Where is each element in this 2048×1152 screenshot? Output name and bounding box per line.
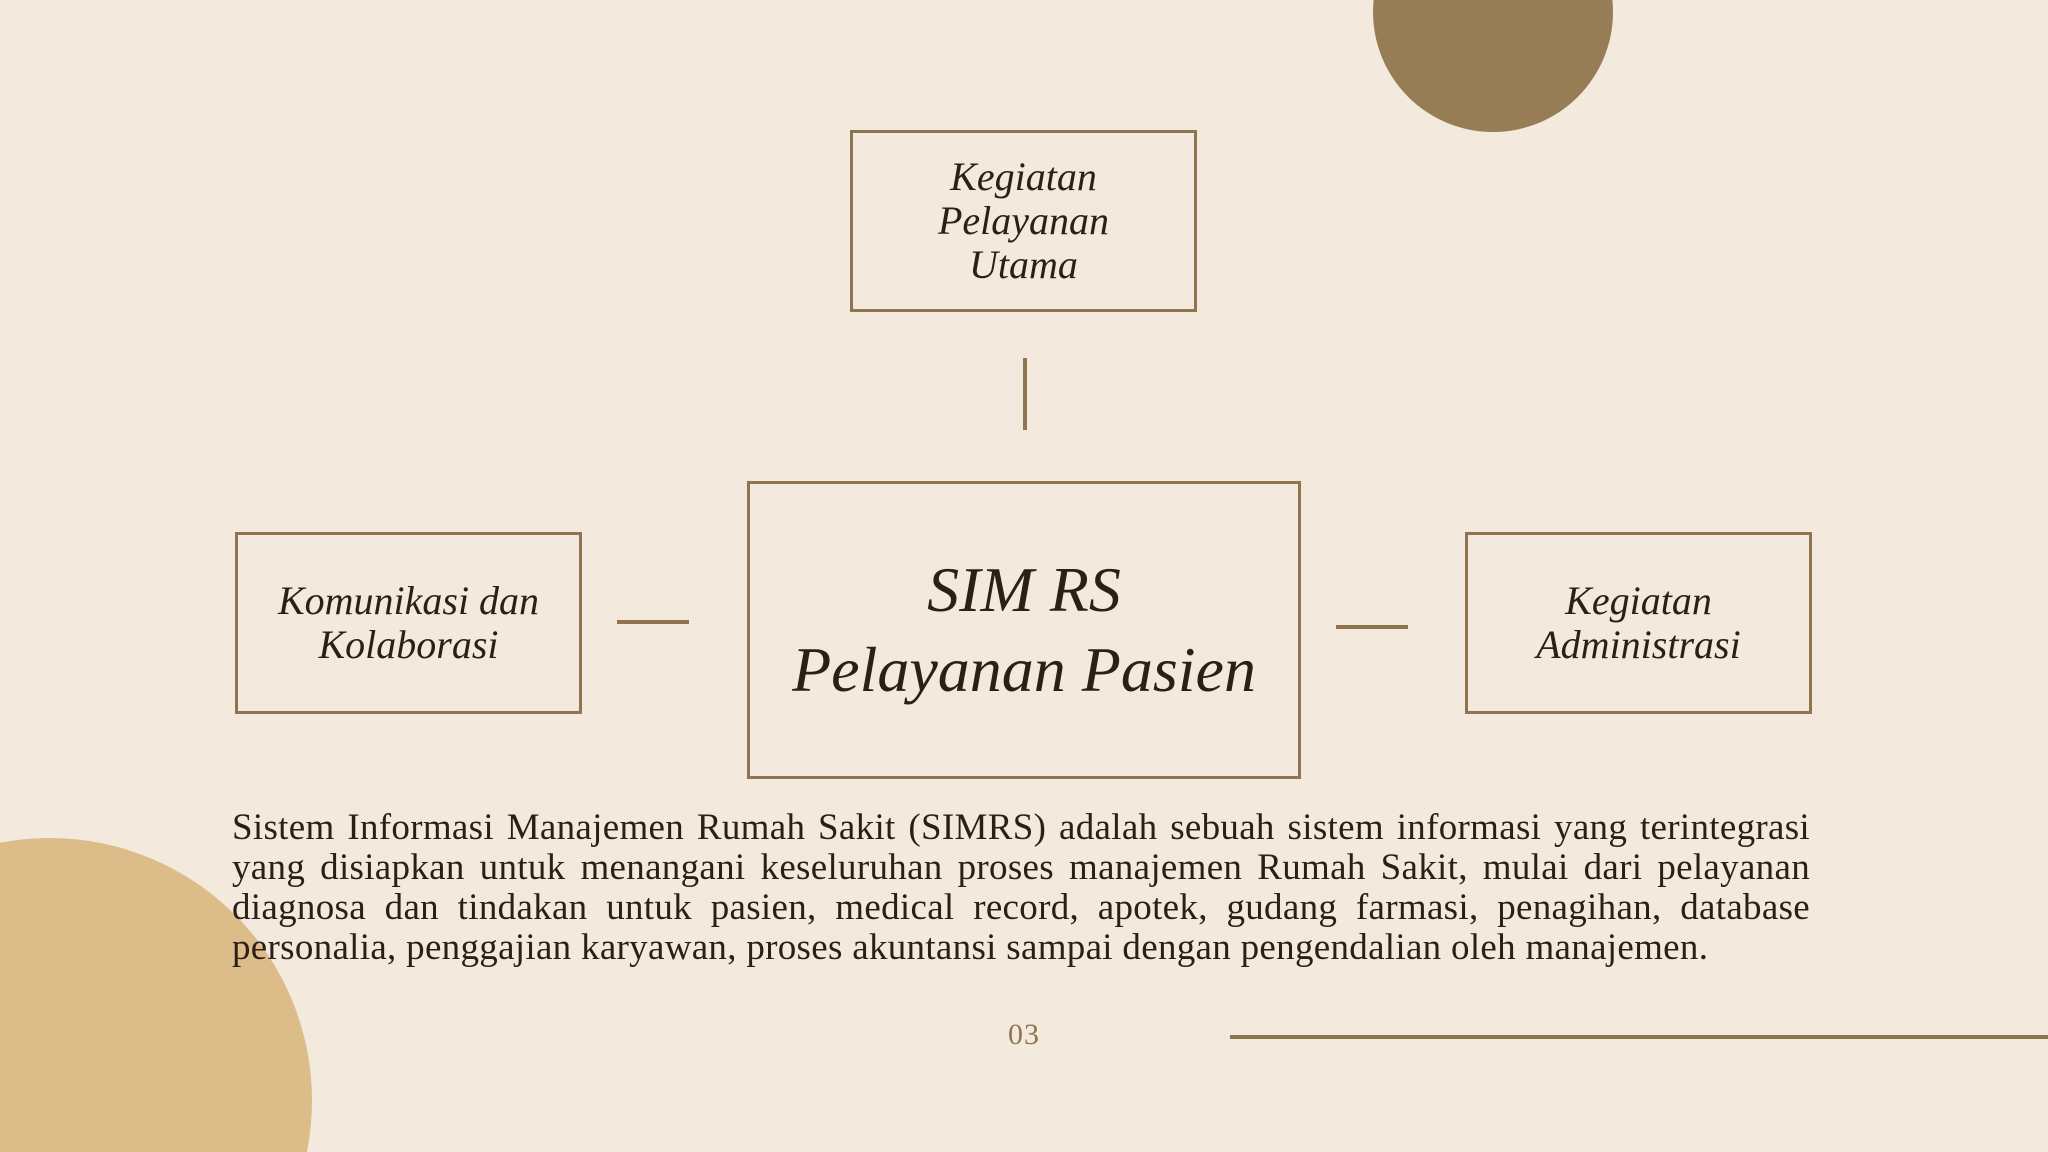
connector-left <box>617 620 689 624</box>
connector-top <box>1023 358 1027 430</box>
node-kegiatan-pelayanan-utama <box>850 130 1197 312</box>
node-label: Komunikasi dan Kolaborasi <box>277 578 540 667</box>
connector-right <box>1336 625 1408 629</box>
page-number: 03 <box>1008 1018 1040 1051</box>
node-label: Kegiatan Pelayanan Utama <box>937 154 1110 287</box>
node-label: SIM RS Pelayanan Pasien <box>792 554 1256 705</box>
node-sim-rs-pelayanan-pasien <box>747 481 1301 779</box>
node-komunikasi-dan-kolaborasi <box>235 532 582 714</box>
decorative-circle-top <box>1373 0 1613 132</box>
description-paragraph: Sistem Informasi Manajemen Rumah Sakit (SIMRS) adalah sebuah sistem informasi yang terintegrasi yang disiapkan untuk menangani keseluruhan proses manajemen Rumah Sakit, mulai dari pelayanan diagnosa dan tindakan untuk pasien, medical record, apotek, gudang farmasi, penagihan, database personalia, penggajian karyawan, proses akuntansi sampai dengan pengendalian oleh manajemen. <box>232 807 1810 968</box>
node-kegiatan-administrasi <box>1465 532 1812 714</box>
node-label: Kegiatan Administrasi <box>1536 578 1741 667</box>
footer-divider <box>1230 1035 2048 1039</box>
